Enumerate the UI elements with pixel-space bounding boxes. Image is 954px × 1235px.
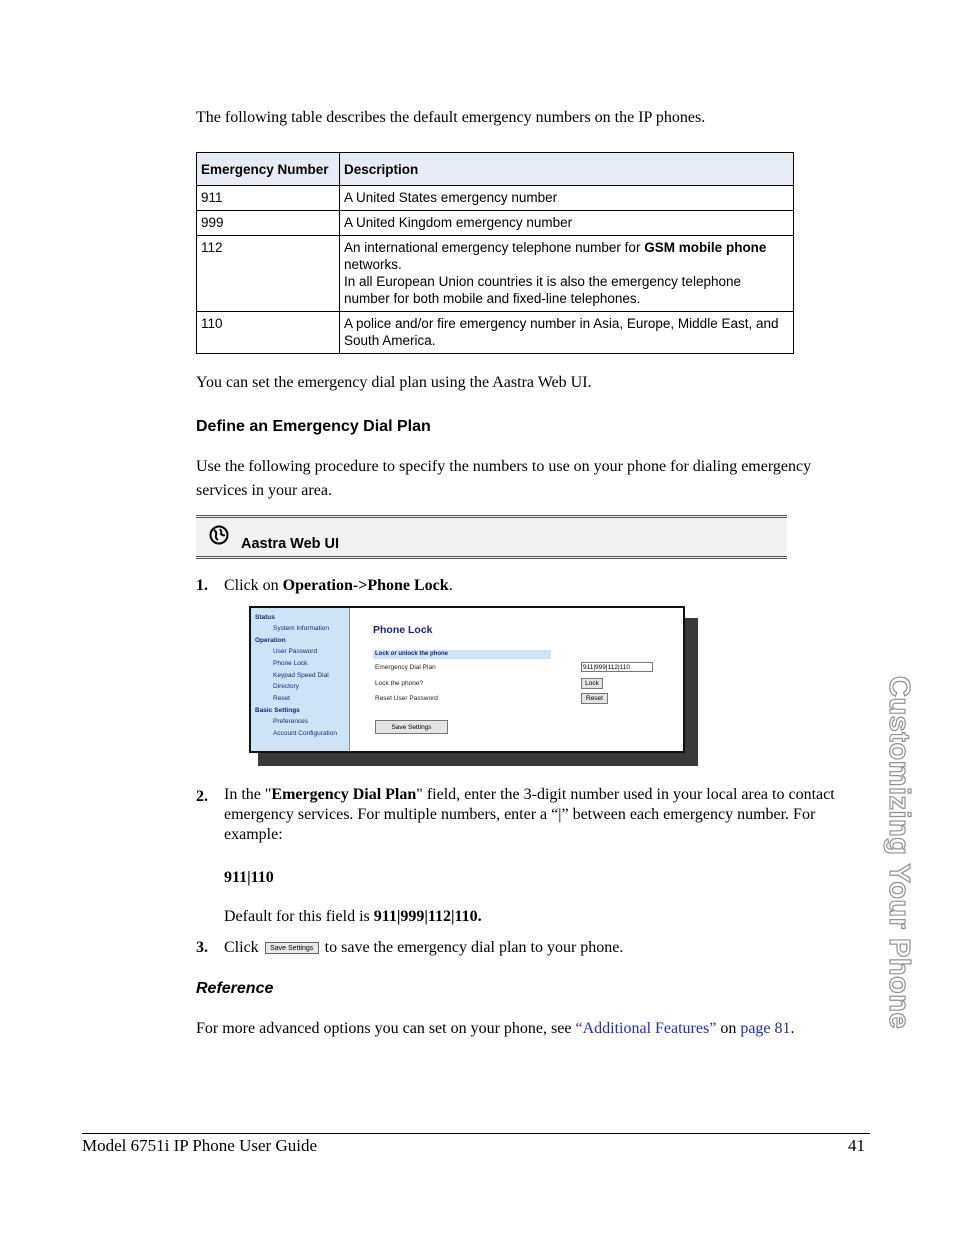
chapter-side-tab bbox=[883, 676, 917, 1111]
emergency-number-table bbox=[196, 152, 794, 354]
sidebar-category-basic-settings[interactable]: Basic Settings bbox=[255, 707, 300, 714]
cell-number: 999 bbox=[197, 211, 340, 236]
chapter-title: Customizing Your Phone bbox=[883, 676, 915, 1030]
reset-button[interactable]: Reset bbox=[581, 693, 608, 704]
save-settings-inline-button: Save Settings bbox=[265, 942, 319, 954]
emergency-dial-plan-input[interactable]: 911|999|112|110 bbox=[581, 662, 653, 672]
sidebar-item-phone-lock[interactable]: Phone Lock bbox=[273, 660, 308, 667]
page-81-link[interactable]: page 81 bbox=[740, 1020, 791, 1037]
default-value-text: Default for this field is 911|999|112|110. bbox=[224, 908, 482, 925]
sidebar-category-operation[interactable]: Operation bbox=[255, 637, 286, 644]
desc-text: An international emergency telephone number for bbox=[344, 240, 645, 255]
globe-icon bbox=[209, 525, 229, 545]
emergency-dial-plan-term: Emergency Dial Plan bbox=[271, 786, 417, 803]
cell-number: 112 bbox=[197, 236, 340, 312]
save-settings-button[interactable]: Save Settings bbox=[375, 720, 448, 734]
table-row bbox=[197, 312, 794, 354]
default-value: 911|999|112|110. bbox=[373, 908, 482, 925]
cell-description: A United States emergency number bbox=[340, 186, 794, 211]
step-2-text: In the "Emergency Dial Plan" field, enter the 3-digit number used in your local area to contact emergency services. For multiple numbers, enter a “|” between each emergency number. For example: bbox=[224, 786, 835, 843]
cell-number: 110 bbox=[197, 312, 340, 354]
example-value: 911|110 bbox=[224, 869, 274, 886]
step-2-number: 2. bbox=[196, 788, 208, 805]
sidebar-item-account-configuration[interactable]: Account Configuration bbox=[273, 730, 337, 737]
header-description: Description bbox=[340, 153, 794, 186]
sidebar-item-keypad-speed-dial[interactable]: Keypad Speed Dial bbox=[273, 672, 329, 679]
screenshot-sidebar bbox=[251, 608, 350, 751]
step-3-number: 3. bbox=[196, 939, 208, 956]
set-plan-text: You can set the emergency dial plan using the Aastra Web UI. bbox=[196, 374, 592, 391]
intro-text: The following table describes the default emergency numbers on the IP phones. bbox=[196, 109, 706, 126]
additional-features-link[interactable]: “Additional Features” bbox=[575, 1020, 717, 1037]
webui-banner bbox=[196, 515, 787, 559]
reset-user-password-label: Reset User Password bbox=[375, 695, 438, 702]
sidebar-item-reset[interactable]: Reset bbox=[273, 695, 290, 702]
webui-label: Aastra Web UI bbox=[241, 536, 340, 552]
step-1-number: 1. bbox=[196, 577, 208, 594]
procedure-text: Use the following procedure to specify the numbers to use on your phone for dialing emergency services in your area. bbox=[196, 458, 812, 499]
page-number: 41 bbox=[848, 1136, 865, 1155]
cell-description: A police and/or fire emergency number in Asia, Europe, Middle East, and South America. bbox=[340, 312, 794, 354]
table-row bbox=[197, 211, 794, 236]
desc-bold: GSM mobile phone bbox=[644, 240, 767, 255]
desc-text: networks. bbox=[344, 257, 402, 272]
table-row bbox=[197, 236, 794, 312]
operation-phone-lock-path: Operation->Phone Lock bbox=[282, 577, 449, 594]
sidebar-item-system-information[interactable]: System Information bbox=[273, 625, 329, 632]
sidebar-item-preferences[interactable]: Preferences bbox=[273, 718, 309, 725]
step-1-text: Click on Operation->Phone Lock. bbox=[224, 577, 453, 594]
emergency-dial-plan-label: Emergency Dial Plan bbox=[375, 664, 436, 671]
screenshot-section-band: Lock or unlock the phone bbox=[373, 650, 551, 659]
step-3-text: Click Save Settings to save the emergency dial plan to your phone. bbox=[224, 939, 624, 956]
footer-title: Model 6751i IP Phone User Guide bbox=[82, 1136, 317, 1155]
cell-description bbox=[340, 236, 794, 312]
desc-text: In all European Union countries it is also the emergency telephone number for both mobile and fixed-line telephones. bbox=[344, 274, 741, 306]
header-emergency-number: Emergency Number bbox=[197, 153, 340, 186]
section-heading: Define an Emergency Dial Plan bbox=[196, 418, 431, 435]
phone-lock-screenshot bbox=[249, 606, 685, 753]
table-row bbox=[197, 186, 794, 211]
screenshot-page-title: Phone Lock bbox=[373, 624, 433, 636]
lock-button[interactable]: Lock bbox=[581, 678, 603, 689]
lock-phone-label: Lock the phone? bbox=[375, 680, 424, 687]
cell-description: A United Kingdom emergency number bbox=[340, 211, 794, 236]
sidebar-category-status[interactable]: Status bbox=[255, 614, 275, 621]
reference-text: For more advanced options you can set on your phone, see “Additional Features” on page 81. bbox=[196, 1020, 795, 1037]
table-header-row bbox=[197, 153, 794, 186]
sidebar-item-directory[interactable]: Directory bbox=[273, 683, 300, 690]
reference-heading: Reference bbox=[196, 980, 274, 997]
cell-number: 911 bbox=[197, 186, 340, 211]
sidebar-item-user-password[interactable]: User Password bbox=[273, 648, 318, 655]
